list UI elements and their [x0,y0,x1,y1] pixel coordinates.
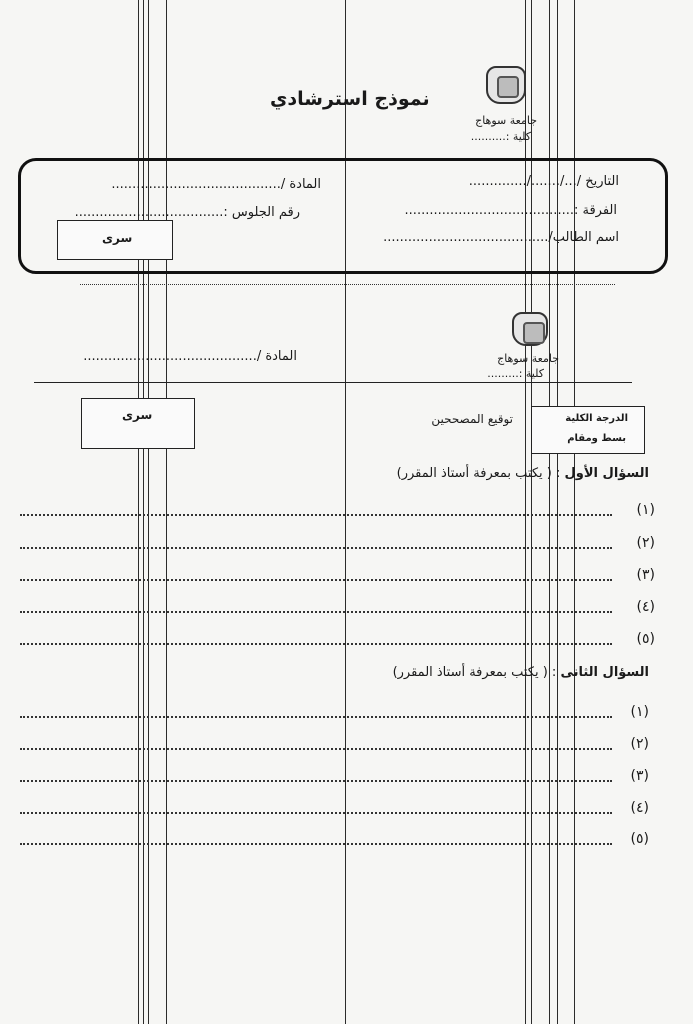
answer-line[interactable] [20,843,612,845]
answer-line[interactable] [20,748,612,750]
margin-line [345,0,346,1024]
secret-label: سرى [102,231,133,245]
answer-line[interactable] [20,812,612,814]
secret-box-2 [81,398,195,449]
margin-line [166,0,167,1024]
margin-line [549,0,550,1024]
student-name-field: اسم الطالب/........................................ [383,230,619,245]
correctors-signature: توقيع المصححين [431,412,513,426]
header-divider [34,382,632,383]
university-logo [486,66,526,104]
answer-line[interactable] [20,611,612,613]
secret-box [57,220,173,260]
answer-line[interactable] [20,514,612,516]
year-field: الفرقة :......................................... [404,203,617,218]
answer-line[interactable] [20,716,612,718]
answer-number: (٤) [630,800,649,816]
margin-line [525,0,526,1024]
question1-note: : ( يكتب بمعرفة أستاذ المقرر) [396,466,561,481]
answer-number: (٥) [636,631,655,647]
answer-number: (٣) [630,768,649,784]
answer-line[interactable] [20,579,612,581]
answer-number: (١) [636,502,655,518]
margin-line [143,0,144,1024]
question1-title [397,466,649,481]
subject-field-2: المادة /.......................................... [83,349,297,364]
total-grade-box [531,406,645,454]
faculty-label-2: كلية :......... [487,367,544,380]
date-field: التاريخ /.../......./.............. [468,174,619,189]
seat-number-field: رقم الجلوس :.................................... [74,205,300,220]
university-logo-small [512,312,548,346]
answer-number: (٢) [636,535,655,551]
cut-line [80,284,615,285]
answer-line[interactable] [20,643,612,645]
answer-line[interactable] [20,780,612,782]
subject-field: المادة /......................................... [111,177,321,192]
page-title: نموذج استرشادي [270,88,430,110]
margin-line [557,0,558,1024]
answer-number: (٥) [630,831,649,847]
answer-number: (٤) [636,599,655,615]
question2-label: السؤال الثانى [560,665,649,680]
question1-label: السؤال الأول [564,466,649,481]
answer-number: (٣) [636,567,655,583]
question2-title [393,665,649,680]
answer-line[interactable] [20,547,612,549]
answer-number: (٢) [630,736,649,752]
faculty-label: كلية :.......... [470,130,531,143]
margin-line [138,0,139,1024]
total-grade-label: الدرجة الكلية [565,413,628,424]
margin-line [148,0,149,1024]
answer-number: (١) [630,704,649,720]
question2-note: : ( يكتب بمعرفة أستاذ المقرر) [392,665,557,680]
university-name: جامعة سوهاج [475,114,537,127]
margin-line [574,0,575,1024]
total-grade-sub: بسط ومقام [567,433,626,444]
margin-line [531,0,532,1024]
university-name-2: جامعة سوهاج [497,352,559,365]
secret-label-2: سرى [122,408,153,422]
